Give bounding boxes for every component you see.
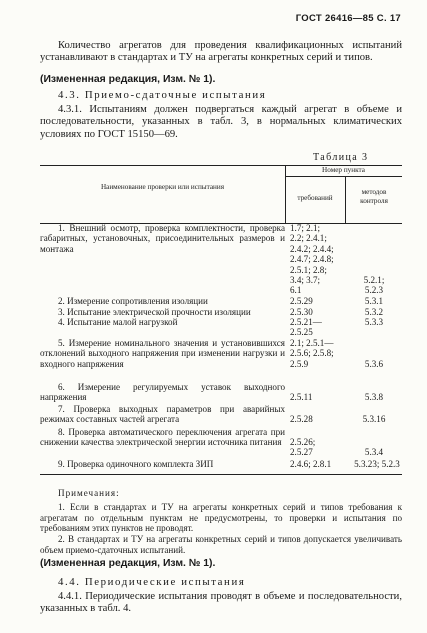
col-meth-header: методов контроля [360,188,388,205]
row-8-meth: 5.3.4 [364,447,384,457]
table-bottom-rule [40,474,402,475]
table-row-3: 3. Испытание электрической прочности изоляции [58,307,251,317]
row-3-req: 2.5.30 [290,307,313,317]
row-6-req: 2.5.11 [290,392,313,402]
row-2-req: 2.5.29 [290,296,313,306]
row-5-req: 2.1; 2.5.1— 2.5.6; 2.5.8; 2.5.9 [290,338,334,369]
table-row-6: 6. Измерение регулируемых уставок выходного напряжения [40,382,285,403]
intro-revision-note: (Измененная редакция, Изм. № 1). [40,74,216,85]
row-7-req: 2.5.28 [290,414,313,424]
notes-revision-note: (Измененная редакция, Изм. № 1). [40,558,216,569]
row-1-req: 1.7; 2.1; 2.2; 2.4.1; 2.4.2; 2.4.4; 2.4.7; 2.4.8; 2.5.1; 2.8; 3.4; 3.7; 6.1 [290,223,334,296]
table-divider-2 [345,176,346,223]
col-req-header: требований [297,194,333,202]
table-caption: Таблица 3 [313,152,369,163]
row-8-req: 2.5.26; 2.5.27 [290,437,316,458]
section-4-4-title: 4.4. Периодические испытания [58,576,246,588]
table-row-4: 4. Испытание малой нагрузкой [58,317,178,327]
row-3-meth: 5.3.2 [364,307,384,317]
row-9-meth: 5.3.23; 5.2.3 [354,459,400,469]
note-2: 2. В стандартах и ТУ на агрегаты конкретных серий и типов допускается увеличивать объем приемо-сдаточных испытаний. [40,534,402,555]
col-name-header: Наименование проверки или испытания [100,183,225,191]
row-7-meth: 5.3.16 [362,414,386,424]
row-6-meth: 5.3.8 [364,392,384,402]
table-row-9: 9. Проверка одиночного комплекта ЗИП [58,459,214,469]
row-4-req: 2.5.21— 2.5.25 [290,317,322,338]
intro-paragraph: Количество агрегатов для проведения квалификационных испытаний устанавливают в стандартах и ТУ на агрегаты конкретных серий и типов. [40,40,402,64]
table-row-5: 5. Измерение номинального значения и установившихся отклонений выходного напряжения при изменении нагрузки и входного напряжения [40,338,285,369]
notes-title: Примечания: [58,488,120,498]
row-5-meth: 5.3.6 [364,359,384,369]
table-divider-3 [285,176,402,177]
table-header [40,165,402,224]
paragraph-4-4-1: 4.4.1. Периодические испытания проводят в объеме и последовательности, указанных в табл. 4. [40,591,402,615]
paragraph-4-3-1: 4.3.1. Испытаниям должен подвергаться каждый агрегат в объеме и последовательности, указанных в табл. 3, в нормальных климатических условиях по ГОСТ 15150—69. [40,104,402,140]
note-1: 1. Если в стандартах и ТУ на агрегаты конкретных серий и типов требования к агрегатам по отдельным пунктам не предусмотрены, то проверки и испытания по требованиям этих пунктов не проводят. [40,502,402,534]
section-4-3-title: 4.3. Приемо-сдаточные испытания [58,89,267,101]
table-row-1: 1. Внешний осмотр, проверка комплектности, проверка габаритных, установочных, присоединительных размеров и монтажа [40,223,285,254]
table-row-7: 7. Проверка выходных параметров при аварийных режимах составных частей агрегата [40,404,285,425]
page-header-code: ГОСТ 26416—85 С. 17 [295,13,401,24]
row-1-meth: 5.2.1; 5.2.3 [363,275,385,296]
row-4-meth: 5.3.3 [364,317,384,327]
col-group-header: Номер пункта [322,166,365,174]
table-row-2: 2. Измерение сопротивления изоляции [58,296,208,306]
table-row-8: 8. Проверка автоматического переключения агрегата при снижении качества электрической энергии источника питания [40,427,285,448]
row-2-meth: 5.3.1 [364,296,384,306]
row-9-req: 2.4.6; 2.8.1 [290,459,332,469]
